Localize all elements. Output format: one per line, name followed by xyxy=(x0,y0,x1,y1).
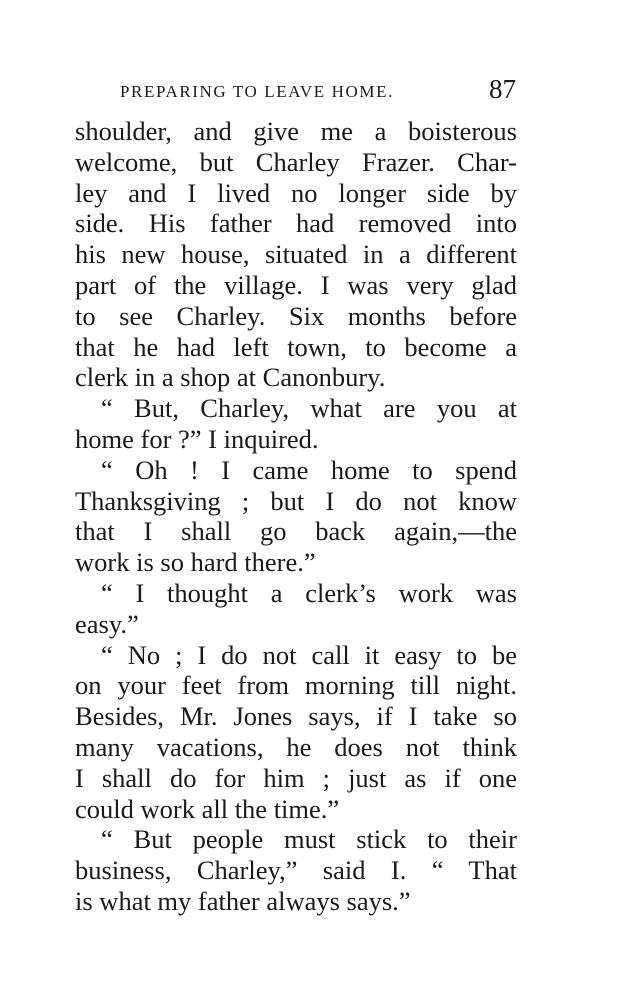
text-line: many vacations, he does not think xyxy=(75,731,517,762)
text-line: home for ?” I inquired. xyxy=(75,423,319,454)
text-line: “ But, Charley, what are you at xyxy=(101,393,517,424)
running-title: PREPARING TO LEAVE HOME. xyxy=(120,82,394,101)
text-line: clerk in a shop at Canonbury. xyxy=(75,362,386,393)
text-line: “ But people must stick to their xyxy=(101,824,517,855)
text-line: that I shall go back again,—the xyxy=(75,516,517,547)
text-line: work is so hard there.” xyxy=(75,547,316,578)
text-line: business, Charley,” said I. “ That xyxy=(75,855,517,886)
text-line: side. His father had removed into xyxy=(75,208,517,239)
text-line: that he had left town, to become a xyxy=(75,331,517,362)
text-line: “ No ; I do not call it easy to be xyxy=(101,639,517,670)
text-line: could work all the time.” xyxy=(75,793,340,824)
text-line: ley and I lived no longer side by xyxy=(75,177,517,208)
page-number: 87 xyxy=(489,74,516,104)
text-line: part of the village. I was very glad xyxy=(75,269,517,300)
text-line: on your feet from morning till night. xyxy=(75,670,517,701)
text-line: is what my father always says.” xyxy=(75,885,411,916)
text-line: Besides, Mr. Jones says, if I take so xyxy=(75,701,517,732)
text-line: shoulder, and give me a boisterous xyxy=(75,116,517,146)
text-line: easy.” xyxy=(75,608,139,639)
body-text xyxy=(75,116,517,917)
text-line: “ I thought a clerk’s work was xyxy=(101,577,517,608)
text-line: welcome, but Charley Frazer. Char- xyxy=(75,146,517,177)
text-line: “ Oh ! I came home to spend xyxy=(101,454,517,485)
running-head xyxy=(120,74,518,108)
text-line: I shall do for him ; just as if one xyxy=(75,762,517,793)
text-line: his new house, situated in a different xyxy=(75,239,517,270)
text-line: to see Charley. Six months before xyxy=(75,300,517,331)
text-line: Thanksgiving ; but I do not know xyxy=(75,485,517,516)
